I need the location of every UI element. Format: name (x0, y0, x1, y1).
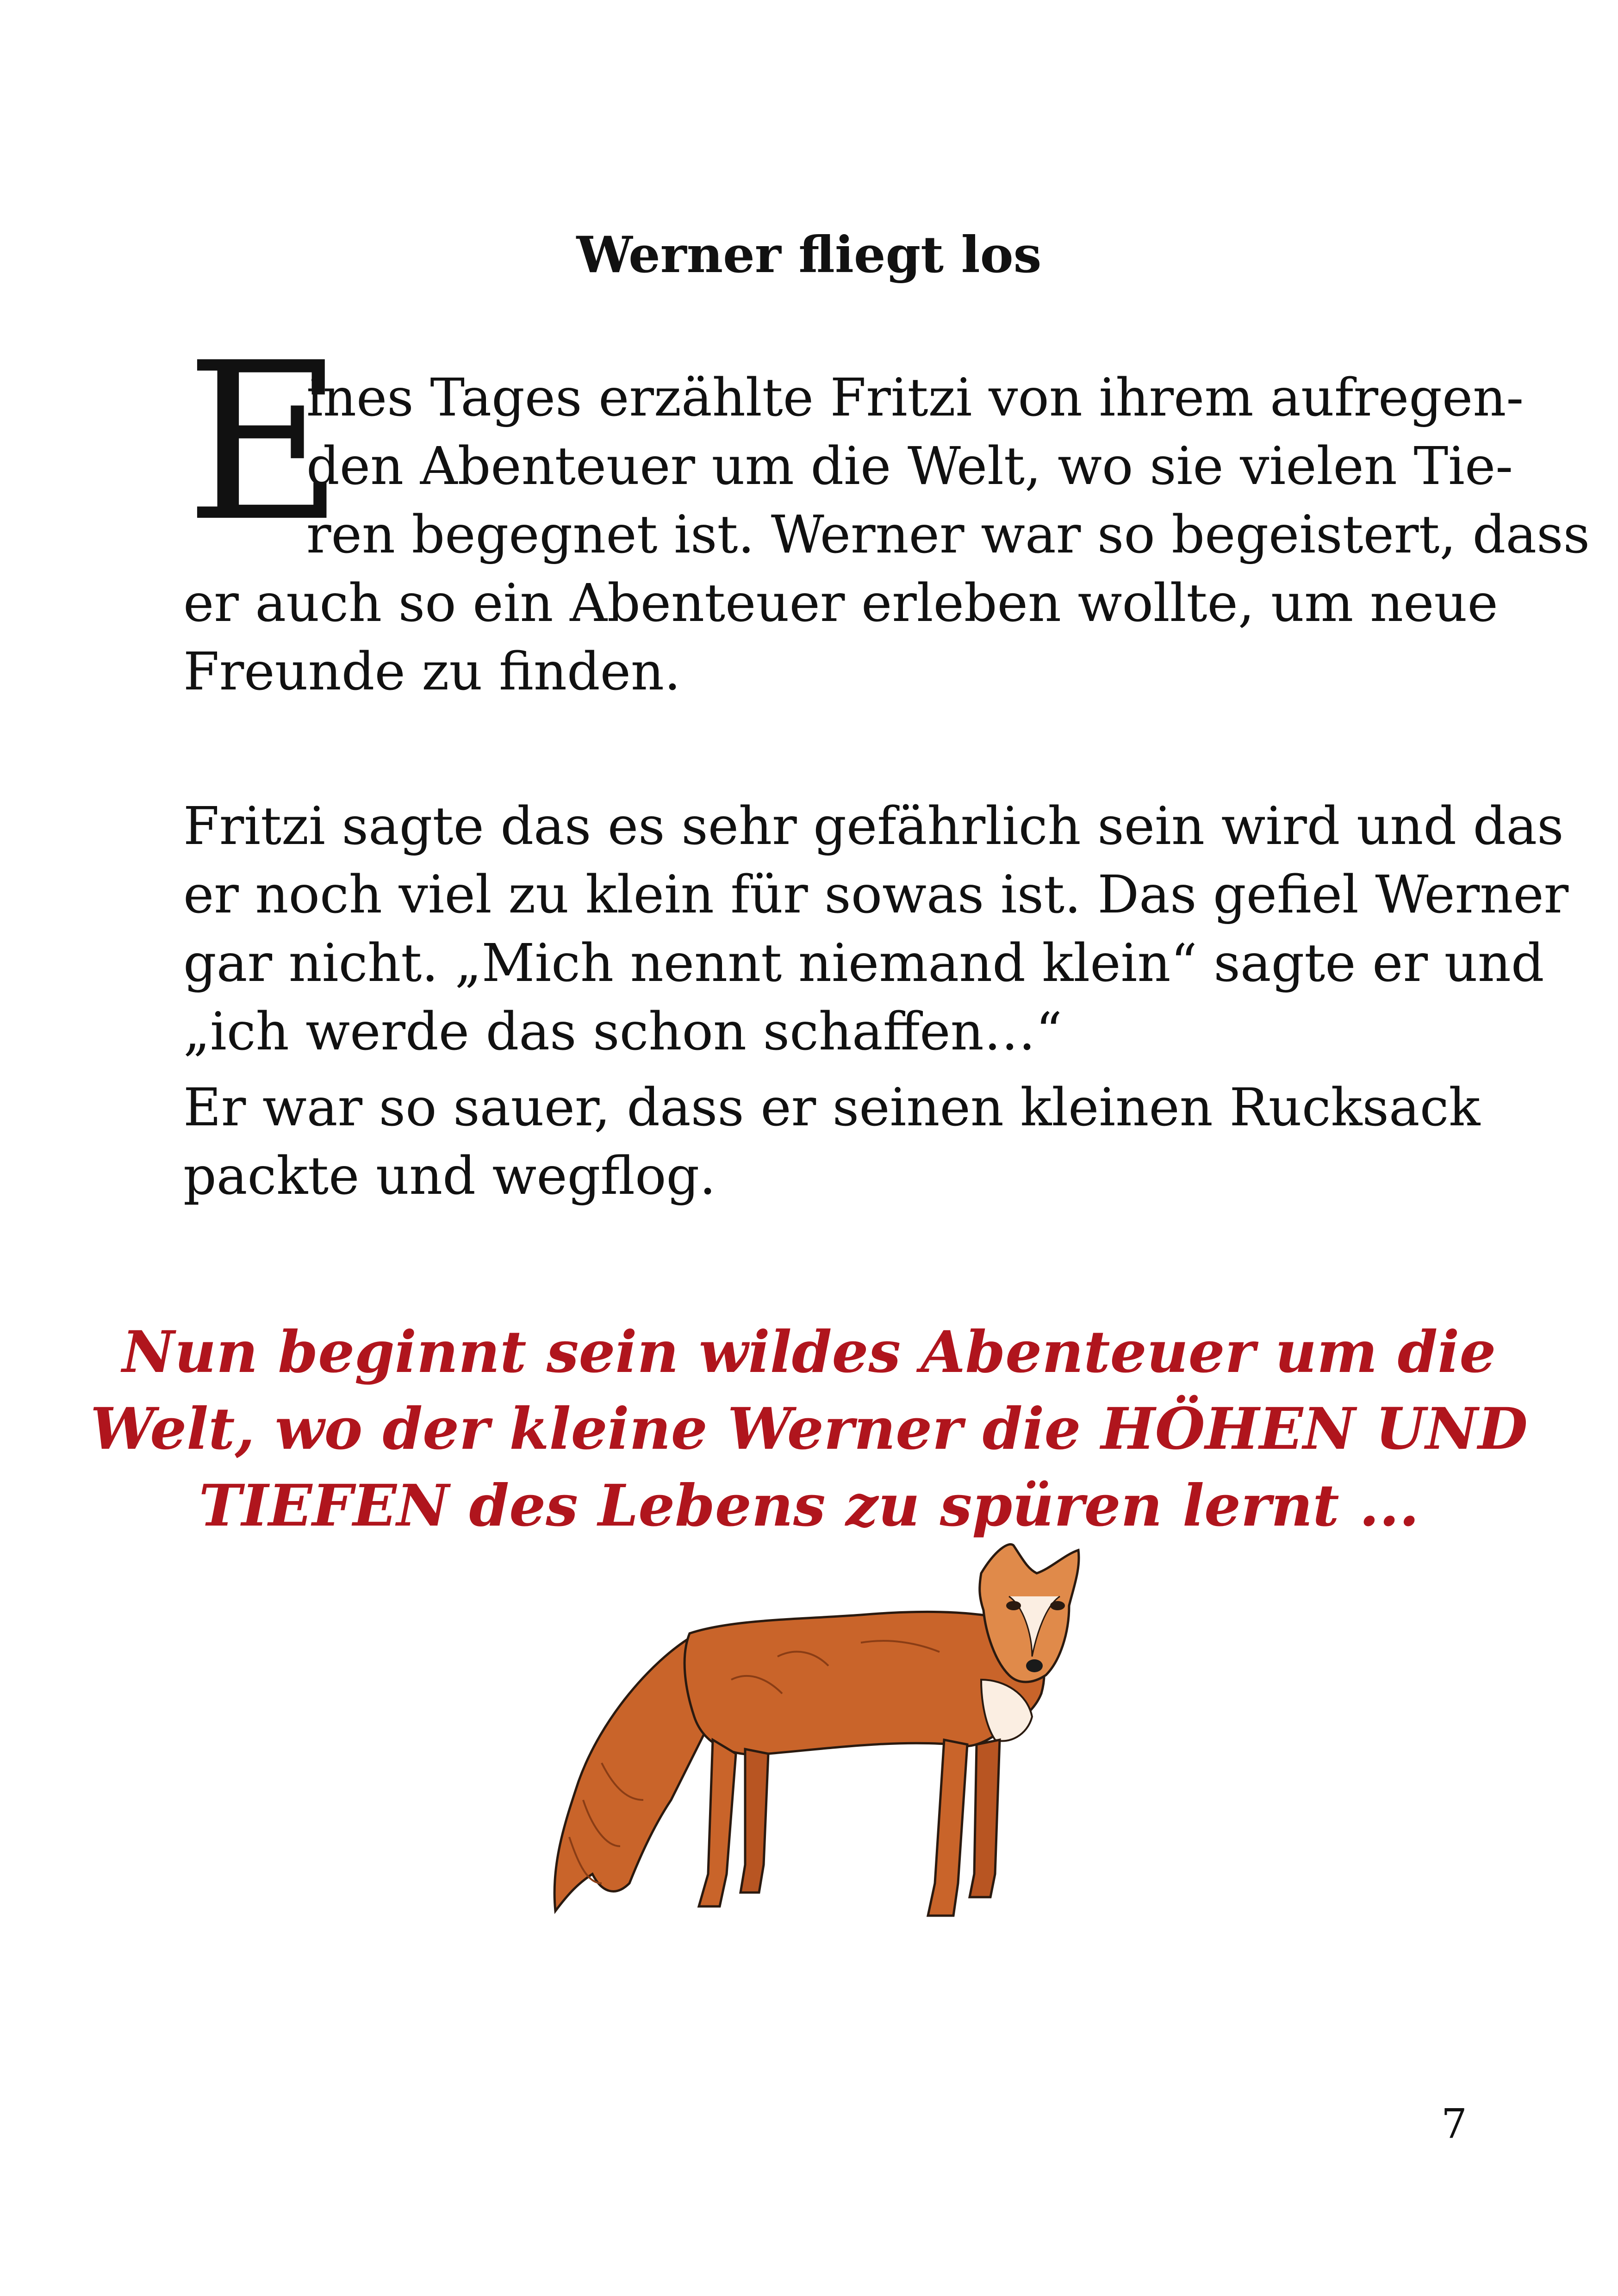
text-line: Freunde zu finden. (183, 642, 681, 702)
text-line: er auch so ein Abenteuer erleben wollte, um neue (183, 573, 1498, 633)
text-line: ren begegnet ist. Werner war so begeistert, dass (306, 505, 1590, 565)
text-line: packte und wegflog. (183, 1146, 716, 1206)
text-line: Fritzi sagte das es sehr gefährlich sein wird und das (183, 796, 1564, 856)
text-line: den Abenteuer um die Welt, wo sie vielen Tie- (306, 436, 1513, 496)
text-line: er noch viel zu klein für sowas ist. Das gefiel Werner (183, 865, 1569, 925)
paragraph-intro (183, 364, 1590, 706)
chapter-title: Werner fliegt los (576, 226, 1042, 284)
fox-leg-back-right (741, 1749, 768, 1893)
fox-eye-right (1050, 1601, 1065, 1610)
text-line: ines Tages erzählte Fritzi von ihrem aufregen- (306, 368, 1524, 428)
fox-illustration (537, 1541, 1120, 1948)
text-line: Er war so sauer, dass er seinen kleinen Rucksack (183, 1078, 1481, 1138)
fox-nose (1026, 1659, 1043, 1672)
fox-leg-back-left (699, 1740, 736, 1906)
page-number: 7 (1441, 2100, 1467, 2147)
paragraph-departure (183, 1074, 1481, 1210)
paragraph-dialogue (183, 792, 1569, 1066)
drop-cap: E (185, 316, 344, 569)
adventure-tagline (0, 1314, 1618, 1545)
fox-leg-front-right (970, 1740, 1000, 1897)
tagline-line: TIEFEN des Lebens zu spüren lernt ... (199, 1472, 1419, 1539)
fox-leg-front-left (928, 1740, 967, 1916)
tagline-line: Welt, wo der kleine Werner die HÖHEN UND (90, 1396, 1528, 1463)
fox-eye-left (1006, 1601, 1021, 1610)
tagline-line: Nun beginnt sein wildes Abenteuer um die (122, 1319, 1496, 1386)
text-line: „ich werde das schon schaffen…“ (183, 1002, 1062, 1062)
text-line: gar nicht. „Mich nennt niemand klein“ sagte er und (183, 933, 1544, 993)
